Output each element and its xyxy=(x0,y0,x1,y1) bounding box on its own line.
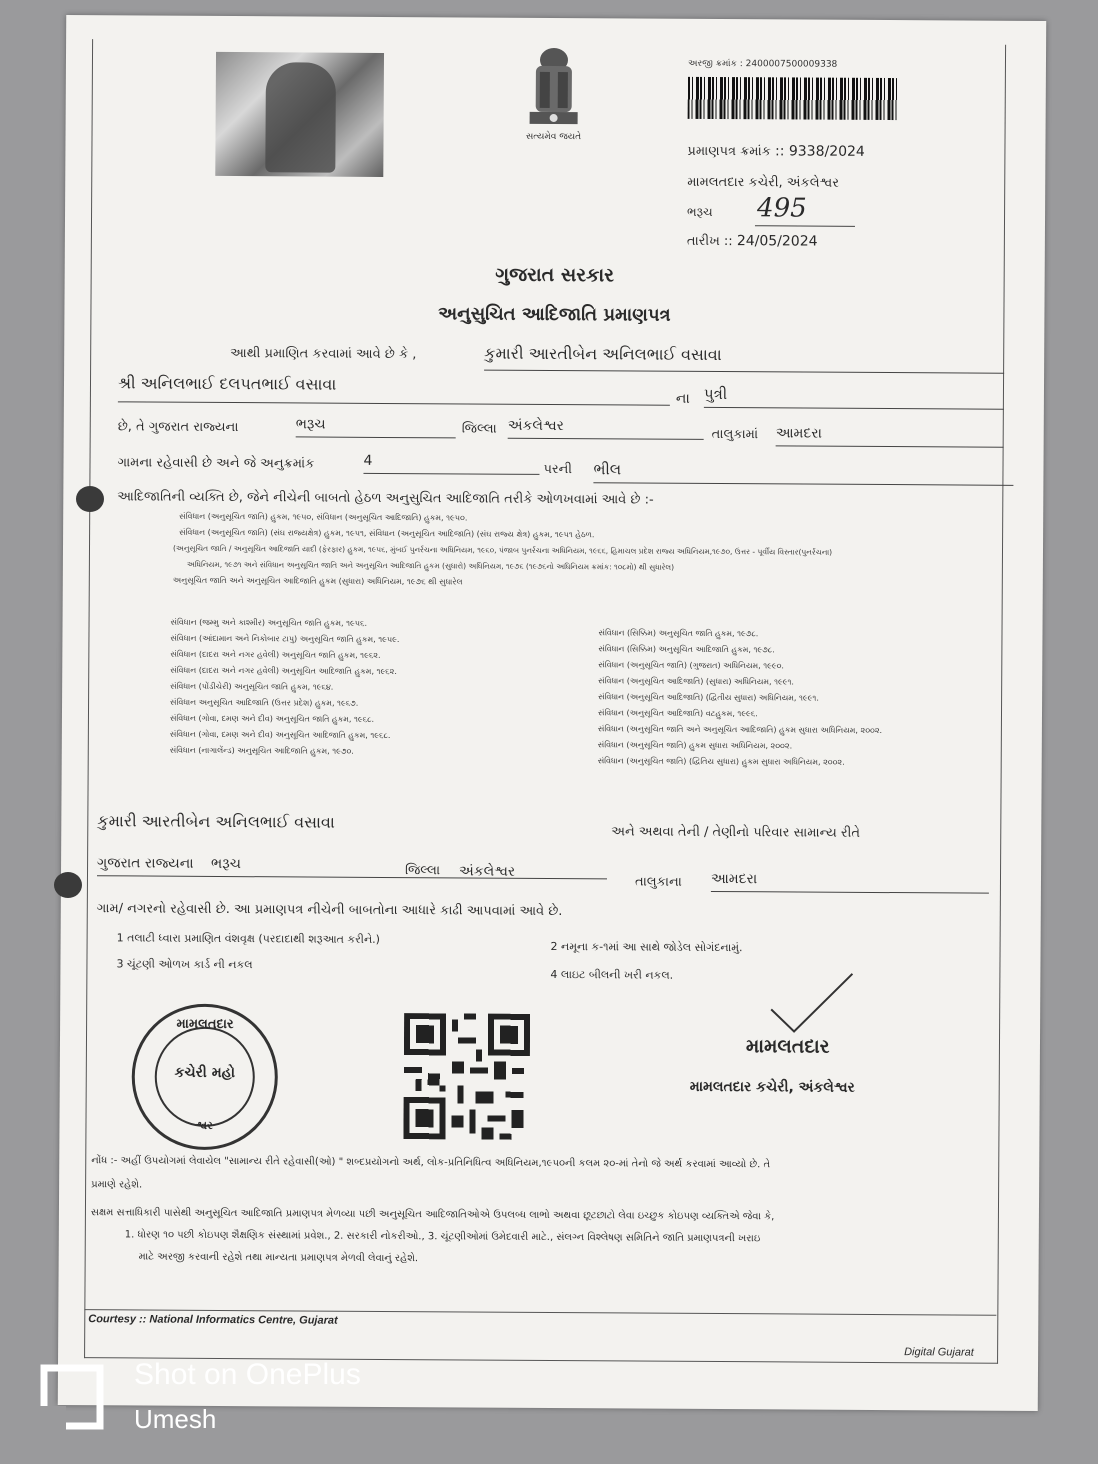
candidate-name: કુમારી આરતીબેન અનિલભાઈ વસાવા xyxy=(484,344,1004,374)
order-line: અનુસૂચિત જાતિ અને અનુસૂચિત આદિજાતિ હુકમ (સુધારા) અધિનિયમ, ૧૯૭૬ થી સુધારેલ xyxy=(172,575,463,587)
certificate-sheet xyxy=(58,15,1046,1411)
village-value: આમદરા xyxy=(776,425,1004,447)
state-label: છે, તે ગુજરાત રાજ્યના xyxy=(117,419,239,436)
order-line: સંવિધાન (આંદામાન અને નિકોબાર ટાપુ) અનુસૂચિત જાતિ હુકમ, ૧૯૫૯. xyxy=(170,633,400,645)
orders-right-column xyxy=(598,628,999,774)
barcode xyxy=(688,77,898,120)
note-benefits: 1. ધોરણ ૧૦ પછી કોઇપણ શૈક્ષણિક સંસ્થામાં પ્રવેશ., 2. સરકારી નોકરીઓ., 3. ચૂંટણીઓમાં ઉમેદવારી માટે., સંલગ્ન વિશ્લેષણ સમિતિને જાતિ પ્રમાણપત્રની ખરાઇ xyxy=(124,1229,761,1245)
issue-date xyxy=(687,233,818,250)
official-seal xyxy=(131,1003,278,1150)
district-label: ભરૂચ xyxy=(687,204,713,219)
order-line: (અનુસૂચિત જાતિ / અનુસૂચિત આદિજાતિ યાદી (ફેરફાર) હુકમ, ૧૯૫૬, મુંબઈ પુનર્રચના અધિનિયમ, ૧૯૬૦, પંજાબ પુનર્રચના અધિનિયમ, ૧૯૬૬, હિમાચલ પ્રદેશ રાજ્ય અધિનિયમ,૧૯૭૦, ઉત્તર - પૂર્વીય વિસ્તાર(પુનર્રચના) xyxy=(172,543,833,557)
note-eligibility: સક્ષમ સત્તાધિકારી પાસેથી અનુસૂચિત આદિજાતિ પ્રમાણપત્ર મેળવ્યા પછી અનુસૂચિત આદિજાતિઓએ ઉપલબ્ધ લાભો અથવા છૂટછાટો લેવા ઇચ્છુક કોઇપણ વ્યક્તિએ જેવા કે, xyxy=(90,1207,775,1223)
watermark-line1: Shot on OnePlus xyxy=(134,1358,361,1391)
certify-intro: આથી પ્રમાણિત કરવામાં આવે છે કે , xyxy=(230,346,417,363)
document-item: 2 નમૂના ક-૧માં આ સાથે જોડેલ સોગંદનામું. xyxy=(550,939,743,955)
issue-date-label: તારીખ :: xyxy=(686,233,733,250)
family-text: અને અથવા તેની / તેણીનો પરિવાર સામાન્ય રીતે xyxy=(611,824,861,841)
order-line: સંવિધાન (સિક્કિમ) અનુસૂચિત જાતિ હુકમ, ૧૯૭૮. xyxy=(598,628,759,639)
residence-district: ભરૂચ xyxy=(211,855,241,873)
order-line: સંવિધાન (અનુસૂચિત આદિજાતિ) વટહુકમ, ૧૯૯૬. xyxy=(597,708,758,719)
order-line: સંવિધાન (જમ્મુ અને કાશ્મીર) અનુસૂચિત જાતિ હુકમ, ૧૯૫૬. xyxy=(170,617,368,628)
recognition-text: આદિજાતિની વ્યક્તિ છે, જેને નીચેની બાબતો હેઠળ અનુસુચિત આદિજાતિ તરીકે ઓળખવામાં આવે છે :- xyxy=(117,489,654,508)
order-line: સંવિધાન (અનુસૂચિત જાતિ) હુકમ, ૧૯૫૦, સંવિધાન (અનુસૂચિત આદિજાતિ) હુકમ, ૧૯૫૦. xyxy=(179,511,468,523)
residence-taluka-label: તાલુકાના xyxy=(634,874,682,890)
order-line: સંવિધાન (દાદરા અને નગર હવેલી) અનુસૂચિત જાતિ હુકમ, ૧૯૬૨. xyxy=(170,649,381,660)
order-line: સંવિધાન (ગોવા, દમણ અને દીવ) અનુસૂચિત જાતિ હુકમ, ૧૯૬૮. xyxy=(169,713,375,724)
issuing-office: મામલતદાર કચેરી, અંકલેશ્વર xyxy=(687,174,839,191)
government-title: ગુજરાત સરકાર xyxy=(495,263,615,287)
district-value: ભરૂચ xyxy=(296,416,456,438)
serial-number: 4 xyxy=(363,453,539,475)
order-line: સંવિધાન (નાગાલેંન્ડ) અનુસૂચિત આદિજાતિ હુકમ, ૧૯૭૦. xyxy=(169,745,354,756)
signature-title: મામલતદાર xyxy=(745,1035,830,1058)
order-line: સંવિધાન (પોંડીચેરી) અનુસૂચિત જાતિ હુકમ, ૧૯૬૪. xyxy=(170,681,334,692)
order-line: સંવિધાન (દાદરા અને નગર હવેલી) અનુસૂચિત આદિજાતિ હુકમ, ૧૯૬૨. xyxy=(170,665,397,677)
relation: પુત્રી xyxy=(704,385,1004,410)
residence-state-label: ગુજરાત રાજ્યના xyxy=(97,855,194,872)
handwritten-number: 495 xyxy=(756,193,807,224)
certificate-number xyxy=(687,143,865,160)
document-item: 3 ચૂંટણી ઓળખ કાર્ડ ની નકલ xyxy=(116,957,253,972)
basis-text: ગામ/ નગરનો રહેવાસી છે. આ પ્રમાણપત્ર નીચેની બાબતોના આધારે કાઢી આપવામાં આવે છે. xyxy=(96,901,563,920)
note-validation: માટે અરજી કરવાની રહેશે તથા માન્યતા પ્રમાણપત્ર મેળવી લેવાનું રહેશે. xyxy=(138,1251,419,1265)
resident-label: ગામના રહેવાસી છે અને જે અનુક્રમાંક xyxy=(117,455,315,472)
signature-office: મામલતદાર કચેરી, અંકલેશ્વર xyxy=(689,1078,855,1096)
residence-taluka: અંકલેશ્વર xyxy=(458,863,516,880)
note-residence-cont: પ્રમાણે રહેશે. xyxy=(91,1179,143,1191)
order-line: સંવિધાન (અનુસૂચિત જાતિ) (સંઘ રાજ્યક્ષેત્ર) હુકમ, ૧૯૫૧, સંવિધાન (અનુસૂચિત આદિજાતિ) (સંઘ રાજ્ય ક્ષેત્ર) હુકમ, ૧૯૫૧ હેઠળ. xyxy=(179,527,595,540)
residence-candidate-name: કુમારી આરતીબેન અનિલભાઈ વસાવા xyxy=(97,811,335,832)
taluka-value: અંકલેશ્વર xyxy=(508,418,704,440)
footer-brand: Digital Gujarat xyxy=(904,1346,974,1359)
watermark-line2: Umesh xyxy=(134,1404,217,1434)
certificate-title: અનુસુચિત આદિજાતિ પ્રમાણપત્ર xyxy=(438,303,671,326)
order-line: અધિનિયમ, ૧૯૭૧ અને સંવિધાન અનુસૂચિત જાતિ અને અનુસૂચિત આદિજાતિ હુકમ (સુધારો) અધિનિયમ, ૧૯૭૬ (૧૯૭૬નો અધિનિયમ ક્રમાંક: ૧૦૮મો) થી સુધારેલ) xyxy=(186,559,675,572)
residence-village: આમદરા xyxy=(711,871,989,894)
punch-hole xyxy=(76,486,104,512)
note-residence: નોંધ :- અહીં ઉપયોગમાં લેવાયેલ "સામાન્ય રીતે રહેવાસી(ઓ) " શબ્દપ્રયોગનો અર્થ, લોક-પ્રતિનિધિત્વ અધિનિયમ,૧૯૫૦ની કલમ ૨૦-માં તેનો જે અર્થ કરવામાં આવ્યો છે. તે xyxy=(91,1155,771,1171)
residence-district-label: જિલ્લા xyxy=(404,863,441,879)
document-item: 1 તલાટી ધ્વારા પ્રમાણિત વંશવૃક્ષ (પરદાદાથી શરૂઆત કરીને.) xyxy=(116,931,380,946)
seal-top-text: મામલતદાર xyxy=(176,1016,234,1033)
punch-hole xyxy=(54,872,82,898)
order-line: સંવિધાન (અનુસૂચિત આદિજાતિ) (દ્વિતીય સુધારા) અધિનિયમ, ૧૯૯૧. xyxy=(598,692,819,703)
certificate-number-value: :: 9338/2024 xyxy=(774,143,865,160)
order-line: સંવિધાન (સિક્કિમ) અનુસૂચિત આદિજાતિ હુકમ, ૧૯૭૮. xyxy=(598,644,775,655)
order-line: સંવિધાન (અનુસૂચિત જાતિ) (ગુજરાત) અધિનિયમ, ૧૯૯૦. xyxy=(598,660,785,671)
order-line: સંવિધાન (ગોવા, દમણ અને દીવ) અનુસૂચિત આદિજાતિ હુકમ, ૧૯૬૮. xyxy=(169,729,391,741)
order-line: સંવિધાન (અનુસૂચિત જાતિ અને અનુસૂચિત આદિજાતિ) હુકમ સુધારા અધિનિયમ, ૨૦૦૨. xyxy=(597,724,883,736)
seal-bottom-text: શ્વર xyxy=(196,1118,213,1132)
of-label: ના xyxy=(675,390,690,407)
taluka-label-body: તાલુકામાં xyxy=(711,426,759,443)
emblem-motto: સત્યમેવ જયતે xyxy=(525,131,582,143)
issue-date-value: 24/05/2024 xyxy=(736,233,818,250)
certificate-number-label: પ્રમાણપત્ર ક્રમાંક xyxy=(687,143,771,160)
application-number: અરજી ક્રમાંક : 2400007500009338 xyxy=(687,58,838,70)
order-line: સંવિધાન અનુસૂચિત આદિજાતિ (ઉત્તર પ્રદેશ) હુકમ, ૧૯૬૭. xyxy=(170,697,359,708)
order-line: સંવિધાન (અનુસૂચિત આદિજાતિ) (સુધારા) અધિનિયમ, ૧૯૯૧. xyxy=(598,676,795,687)
order-line: સંવિધાન (અનુસૂચિત જાતિ) (દ્વિતિય સુધારા) હુકમ સુધારા અધિનિયમ, ૨૦૦૨. xyxy=(597,756,845,767)
caste-value: ભીલ xyxy=(593,460,1013,486)
qr-code xyxy=(403,1013,530,1140)
oneplus-logo-icon xyxy=(36,1364,108,1434)
orders-left-column xyxy=(170,618,471,764)
district-label-body: જિલ્લા xyxy=(461,421,497,437)
document-item: 4 લાઇટ બીલની ખરી નકલ. xyxy=(550,967,674,982)
applicant-photo xyxy=(215,52,384,177)
father-name: શ્રી અનિલભાઈ દલપતભાઈ વસાવા xyxy=(118,373,670,405)
seal-middle-text: કચેરી મહો xyxy=(174,1064,236,1082)
footer-courtesy: Courtesy :: National Informatics Centre, Gujarat xyxy=(88,1313,338,1327)
order-line: સંવિધાન (અનુસૂચિત જાતિ) હુકમ સુધારા અધિનિયમ, ૨૦૦૨. xyxy=(597,740,793,751)
caste-label: પરની xyxy=(543,461,573,478)
signature-check-icon xyxy=(766,969,856,1040)
